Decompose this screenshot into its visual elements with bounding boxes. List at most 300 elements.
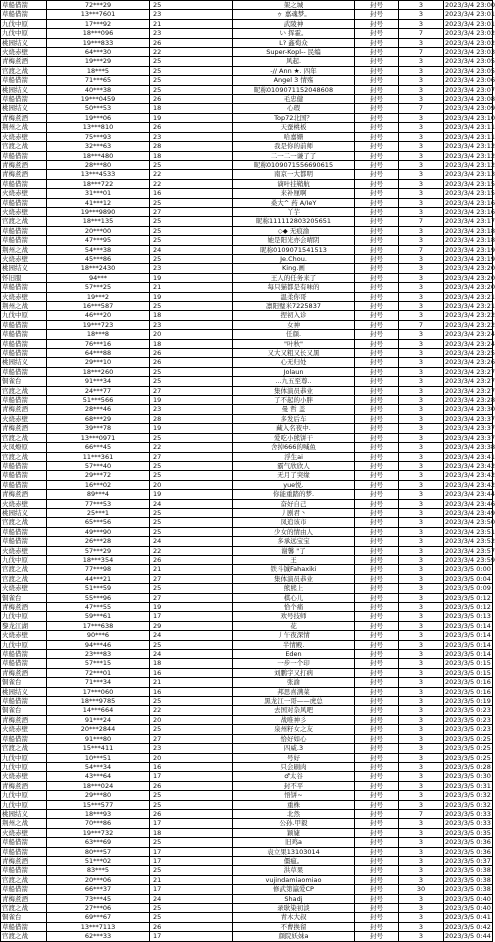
account-cell: 26***28 — [47, 537, 150, 546]
level-cell: 19 — [150, 273, 233, 282]
time-cell: 2023/3/5 0:31 — [445, 781, 491, 790]
table-row — [1, 828, 493, 837]
days-cell: 3 — [399, 659, 444, 668]
level-cell: 25 — [150, 433, 233, 442]
days-cell: 3 — [399, 95, 444, 104]
nickname-cell: 心瑕 — [233, 104, 355, 113]
table-row — [1, 744, 493, 753]
server-cell: 桃园结义 — [1, 85, 47, 94]
table-row — [1, 546, 493, 555]
level-cell: 22 — [150, 443, 233, 452]
server-cell: 青梅煮酒 — [1, 894, 47, 903]
level-cell: 25 — [150, 791, 233, 800]
days-cell: 3 — [399, 753, 444, 762]
days-cell: 7 — [399, 320, 444, 329]
level-cell: 26 — [150, 922, 233, 931]
days-cell: 3 — [399, 292, 444, 301]
nickname-cell: 青木大叔 — [233, 913, 355, 922]
time-cell: 2023/3/4 23:24 — [445, 339, 495, 348]
level-cell: 29 — [150, 621, 233, 630]
level-cell: 25 — [150, 236, 233, 245]
nickname-cell: 四威.3 — [233, 744, 355, 753]
action-cell: 封号 — [355, 565, 399, 574]
days-cell: 3 — [399, 254, 444, 263]
level-cell: 26 — [150, 781, 233, 790]
level-cell: 21 — [150, 678, 233, 687]
account-cell: 28***46 — [47, 405, 150, 414]
action-cell: 封号 — [355, 697, 399, 706]
days-cell: 3 — [399, 762, 444, 771]
days-cell: 3 — [399, 198, 444, 207]
level-cell: 25 — [150, 254, 233, 263]
nickname-cell: 公孙.甲毅 — [233, 819, 355, 828]
nickname-cell: King.画 — [233, 264, 355, 273]
level-cell: 16 — [150, 762, 233, 771]
action-cell: 封号 — [355, 189, 399, 198]
time-cell: 2023/3/5 0:14 — [445, 621, 491, 630]
account-cell: 13***4533 — [47, 170, 150, 179]
nickname-cell: 录耿染初淡 — [233, 904, 355, 913]
table-row — [1, 264, 493, 273]
level-cell: 27 — [150, 386, 233, 395]
days-cell: 3 — [399, 490, 444, 499]
account-cell: 75***93 — [47, 132, 150, 141]
action-cell: 封号 — [355, 330, 399, 339]
days-cell: 3 — [399, 744, 444, 753]
table-row — [1, 913, 493, 922]
action-cell: 封号 — [355, 546, 399, 555]
time-cell: 2023/3/4 23:38 — [445, 443, 495, 452]
level-cell: 21 — [150, 565, 233, 574]
table-row — [1, 76, 493, 85]
time-cell: 2023/3/4 23:17 — [445, 217, 495, 226]
action-cell: 封号 — [355, 574, 399, 583]
table-row — [1, 640, 493, 649]
server-cell: 青梅煮酒 — [1, 113, 47, 122]
level-cell: 26 — [150, 809, 233, 818]
account-cell: 15***411 — [47, 744, 150, 753]
days-cell: 3 — [399, 734, 444, 743]
level-cell: 18 — [150, 828, 233, 837]
action-cell: 封号 — [355, 819, 399, 828]
table-row — [1, 772, 493, 781]
server-cell: 草船借箭 — [1, 650, 47, 659]
nickname-cell: 凤追该市 — [233, 518, 355, 527]
action-cell: 封号 — [355, 913, 399, 922]
level-cell: 23 — [150, 264, 233, 273]
account-cell: 59***61 — [47, 612, 150, 621]
nickname-cell: 藏入名夜中. — [233, 424, 355, 433]
days-cell: 3 — [399, 537, 444, 546]
server-cell: 铜雀台 — [1, 377, 47, 386]
account-cell: 17***060 — [47, 687, 150, 696]
table-row — [1, 659, 493, 668]
server-cell: 草船借箭 — [1, 537, 47, 546]
time-cell: 2023/3/5 0:25 — [445, 753, 491, 762]
action-cell: 封号 — [355, 838, 399, 847]
table-row — [1, 95, 493, 104]
account-cell: 51***59 — [47, 584, 150, 593]
server-cell: 草船借箭 — [1, 659, 47, 668]
time-cell: 2023/3/5 0:16 — [445, 678, 491, 687]
account-cell: 20***2844 — [47, 725, 150, 734]
action-cell: 封号 — [355, 593, 399, 602]
action-cell: 封号 — [355, 781, 399, 790]
action-cell: 封号 — [355, 151, 399, 160]
action-cell: 封号 — [355, 894, 399, 903]
server-cell: 桃园结义 — [1, 687, 47, 696]
level-cell: 19 — [150, 396, 233, 405]
action-cell: 封号 — [355, 537, 399, 546]
nickname-cell: 邦思喜满菜 — [233, 687, 355, 696]
nickname-cell: 泉州籽女之友 — [233, 725, 355, 734]
time-cell: 2023/3/4 23:42 — [445, 461, 495, 470]
account-cell: 63***69 — [47, 838, 150, 847]
time-cell: 2023/3/5 0:14 — [445, 631, 491, 640]
table-row — [1, 10, 493, 19]
level-cell: 25 — [150, 57, 233, 66]
level-cell: 16 — [150, 189, 233, 198]
days-cell: 3 — [399, 386, 444, 395]
account-cell: 16***587 — [47, 302, 150, 311]
account-cell: 46***20 — [47, 311, 150, 320]
server-cell: 铜雀台 — [1, 593, 47, 602]
level-cell: 20 — [150, 480, 233, 489]
days-cell: 3 — [399, 499, 444, 508]
time-cell: 2023/3/4 23:10 — [445, 113, 495, 122]
nickname-cell: 来补厘啊 — [233, 189, 355, 198]
table-row — [1, 273, 493, 282]
level-cell: 18 — [150, 339, 233, 348]
server-cell: 草船借箭 — [1, 866, 47, 875]
days-cell: 7 — [399, 48, 444, 57]
account-cell: 23***83 — [47, 650, 150, 659]
account-cell: 17***638 — [47, 621, 150, 630]
nickname-cell: ゥ 嘉魂梦。 — [233, 10, 355, 19]
action-cell: 封号 — [355, 377, 399, 386]
time-cell: 2023/3/4 23:37 — [445, 424, 495, 433]
action-cell: 封号 — [355, 113, 399, 122]
action-cell: 封号 — [355, 405, 399, 414]
account-cell: 18***2430 — [47, 264, 150, 273]
days-cell: 3 — [399, 396, 444, 405]
nickname-cell: 昵称111112803205651 — [233, 217, 355, 226]
time-cell: 2023/3/5 0:33 — [445, 809, 491, 818]
server-cell: 草船借箭 — [1, 339, 47, 348]
server-cell: 荆州之战 — [1, 302, 47, 311]
level-cell: 24 — [150, 650, 233, 659]
time-cell: 2023/3/5 0:16 — [445, 687, 491, 696]
action-cell: 封号 — [355, 424, 399, 433]
days-cell: 7 — [399, 245, 444, 254]
action-cell: 封号 — [355, 443, 399, 452]
action-cell: 封号 — [355, 885, 399, 894]
nickname-cell: 黑龙江一哥——虎总 — [233, 697, 355, 706]
level-cell: 17 — [150, 932, 233, 941]
time-cell: 2023/3/4 23:59 — [445, 555, 495, 564]
days-cell: 3 — [399, 621, 444, 630]
account-cell: 18***93 — [47, 809, 150, 818]
days-cell: 3 — [399, 57, 444, 66]
days-cell: 3 — [399, 160, 444, 169]
time-cell: 2023/3/5 0:23 — [445, 706, 491, 715]
days-cell: 3 — [399, 527, 444, 536]
table-row — [1, 687, 493, 696]
table-row — [1, 499, 493, 508]
account-cell: 80***57 — [47, 847, 150, 856]
action-cell: 封号 — [355, 875, 399, 884]
level-cell: 26 — [150, 358, 233, 367]
days-cell: 7 — [399, 809, 444, 818]
table-row — [1, 452, 493, 461]
server-cell: 草船借箭 — [1, 461, 47, 470]
table-row — [1, 885, 493, 894]
days-cell: 3 — [399, 443, 444, 452]
account-cell: 29***80 — [47, 791, 150, 800]
account-cell: 77***98 — [47, 565, 150, 574]
days-cell: 3 — [399, 725, 444, 734]
time-cell: 2023/3/4 23:03 — [445, 48, 495, 57]
server-cell: 草船借箭 — [1, 734, 47, 743]
days-cell: 3 — [399, 687, 444, 696]
table-row — [1, 66, 493, 75]
time-cell: 2023/3/5 0:33 — [445, 819, 491, 828]
time-cell: 2023/3/4 23:50 — [445, 518, 495, 527]
table-row — [1, 443, 493, 452]
account-cell: 51***566 — [47, 396, 150, 405]
server-cell: 青梅煮酒 — [1, 603, 47, 612]
nickname-cell: "叶秋" — [233, 339, 355, 348]
table-row — [1, 612, 493, 621]
action-cell: 封号 — [355, 659, 399, 668]
days-cell: 3 — [399, 894, 444, 903]
table-row — [1, 302, 493, 311]
level-cell: 25 — [150, 866, 233, 875]
nickname-cell: 谢馨 "了 — [233, 546, 355, 555]
days-cell: 3 — [399, 236, 444, 245]
nickname-cell: 又大又粗又长又黑 — [233, 349, 355, 358]
action-cell: 封号 — [355, 76, 399, 85]
account-cell: 57***15 — [47, 659, 150, 668]
table-row — [1, 555, 493, 564]
action-cell: 封号 — [355, 48, 399, 57]
account-cell: 31***01 — [47, 189, 150, 198]
time-cell: 2023/3/4 23:05 — [445, 66, 495, 75]
account-cell: 47***55 — [47, 603, 150, 612]
server-cell: 桃园结义 — [1, 508, 47, 517]
time-cell: 2023/3/4 23:49 — [445, 508, 495, 517]
account-cell: 62***33 — [47, 932, 150, 941]
time-cell: 2023/3/4 23:06 — [445, 76, 495, 85]
action-cell: 封号 — [355, 856, 399, 865]
time-cell: 2023/3/4 23:02 — [445, 38, 495, 47]
table-row — [1, 603, 493, 612]
table-row — [1, 424, 493, 433]
nickname-cell: 封不平 — [233, 781, 355, 790]
action-cell: 封号 — [355, 95, 399, 104]
nickname-cell: 悟饼~ — [233, 791, 355, 800]
table-row — [1, 207, 493, 216]
server-cell: 青梅煮酒 — [1, 668, 47, 677]
table-row — [1, 480, 493, 489]
action-cell: 封号 — [355, 236, 399, 245]
level-cell: 22 — [150, 706, 233, 715]
days-cell: 3 — [399, 612, 444, 621]
time-cell: 2023/3/5 0:12 — [445, 593, 491, 602]
action-cell: 封号 — [355, 932, 399, 941]
days-cell: 3 — [399, 800, 444, 809]
action-cell: 封号 — [355, 612, 399, 621]
action-cell: 封号 — [355, 490, 399, 499]
nickname-cell: ◇◆ 无痕渝 — [233, 226, 355, 235]
days-cell: 3 — [399, 170, 444, 179]
level-cell: 18 — [150, 104, 233, 113]
days-cell: 3 — [399, 330, 444, 339]
level-cell: 25 — [150, 85, 233, 94]
nickname-cell: 奋好自己 — [233, 499, 355, 508]
table-row — [1, 123, 493, 132]
days-cell: 3 — [399, 38, 444, 47]
action-cell: 封号 — [355, 226, 399, 235]
account-cell: 45***86 — [47, 254, 150, 263]
days-cell: 3 — [399, 781, 444, 790]
time-cell: 2023/3/5 0:04 — [445, 574, 491, 583]
server-cell: 九伐中原 — [1, 753, 47, 762]
time-cell: 2023/3/4 23:27 — [445, 386, 495, 395]
account-cell: 39***78 — [47, 424, 150, 433]
time-cell: 2023/3/4 23:24 — [445, 330, 495, 339]
account-cell: 54***38 — [47, 245, 150, 254]
level-cell: 25 — [150, 584, 233, 593]
time-cell: 2023/3/4 23:22 — [445, 320, 495, 329]
action-cell: 封号 — [355, 527, 399, 536]
table-row — [1, 847, 493, 856]
account-cell: 64***30 — [47, 48, 150, 57]
account-cell: 19***29 — [47, 57, 150, 66]
days-cell: 3 — [399, 142, 444, 151]
account-cell: 20***06 — [47, 875, 150, 884]
server-cell: 草船借箭 — [1, 151, 47, 160]
table-row — [1, 48, 493, 57]
action-cell: 封号 — [355, 744, 399, 753]
account-cell: 70***86 — [47, 819, 150, 828]
nickname-cell: 凛阳璧米7225837 — [233, 302, 355, 311]
account-cell: 29***10 — [47, 358, 150, 367]
level-cell: 25 — [150, 518, 233, 527]
server-cell: 官渡之战 — [1, 565, 47, 574]
level-cell: 17 — [150, 885, 233, 894]
server-cell: 官渡之战 — [1, 932, 47, 941]
action-cell: 封号 — [355, 461, 399, 470]
days-cell: 3 — [399, 922, 444, 931]
time-cell: 2023/3/5 0:28 — [445, 762, 491, 771]
days-cell: 3 — [399, 546, 444, 555]
days-cell: 3 — [399, 358, 444, 367]
table-row — [1, 621, 493, 630]
account-cell: 47***95 — [47, 236, 150, 245]
level-cell: 20 — [150, 753, 233, 762]
days-cell: 3 — [399, 668, 444, 677]
nickname-cell: 你能重踏的梦. — [233, 490, 355, 499]
time-cell: 2023/3/5 0:38 — [445, 885, 491, 894]
action-cell: 封号 — [355, 273, 399, 282]
action-cell: 封号 — [355, 254, 399, 263]
nickname-cell: Shadj — [233, 894, 355, 903]
time-cell: 2023/3/4 23:09 — [445, 104, 495, 113]
action-cell: 封号 — [355, 433, 399, 442]
account-cell: 18***096 — [47, 29, 150, 38]
account-cell: 18***8 — [47, 330, 150, 339]
action-cell: 封号 — [355, 38, 399, 47]
days-cell: 3 — [399, 471, 444, 480]
days-cell: 3 — [399, 132, 444, 141]
days-cell: 3 — [399, 772, 444, 781]
server-cell: 九伐中原 — [1, 800, 47, 809]
server-cell: 草船借箭 — [1, 320, 47, 329]
level-cell: 24 — [150, 894, 233, 903]
account-cell: 55***96 — [47, 593, 150, 602]
action-cell: 封号 — [355, 170, 399, 179]
days-cell: 3 — [399, 10, 444, 19]
server-cell: 九伐中原 — [1, 612, 47, 621]
time-cell: 2023/3/4 23:12 — [445, 151, 495, 160]
nickname-cell: 曼 哲 盖 — [233, 405, 355, 414]
days-cell: 3 — [399, 875, 444, 884]
server-cell: 官渡之战 — [1, 875, 47, 884]
server-cell: 草船借箭 — [1, 396, 47, 405]
level-cell: 25 — [150, 160, 233, 169]
account-cell: 54***34 — [47, 762, 150, 771]
level-cell: 25 — [150, 367, 233, 376]
days-cell: 3 — [399, 19, 444, 28]
server-cell: 铜雀台 — [1, 678, 47, 687]
days-cell: 3 — [399, 856, 444, 865]
nickname-cell: ...九五至尊.. — [233, 377, 355, 386]
action-cell: 封号 — [355, 715, 399, 724]
days-cell: 3 — [399, 603, 444, 612]
time-cell: 2023/3/4 23:20 — [445, 273, 495, 282]
action-cell: 封号 — [355, 452, 399, 461]
server-cell: 官渡之战 — [1, 433, 47, 442]
time-cell: 2023/3/5 0:36 — [445, 847, 491, 856]
table-row — [1, 791, 493, 800]
nickname-cell: 哈嘉姗 — [233, 132, 355, 141]
server-cell: 火烧赤壁 — [1, 631, 47, 640]
level-cell: 25 — [150, 302, 233, 311]
action-cell: 封号 — [355, 292, 399, 301]
level-cell: 27 — [150, 593, 233, 602]
level-cell: 20 — [150, 330, 233, 339]
time-cell: 2023/3/5 0:42 — [445, 922, 491, 931]
level-cell: 27 — [150, 574, 233, 583]
time-cell: 2023/3/5 0:09 — [445, 584, 491, 593]
days-cell: 3 — [399, 518, 444, 527]
level-cell: 17 — [150, 772, 233, 781]
level-cell: 18 — [150, 659, 233, 668]
account-cell: 83***5 — [47, 866, 150, 875]
nickname-cell: 旧鸡a — [233, 838, 355, 847]
table-row — [1, 113, 493, 122]
table-row — [1, 189, 493, 198]
days-cell: 3 — [399, 461, 444, 470]
account-cell: 49***90 — [47, 527, 150, 536]
nickname-cell: 捏初入诊 — [233, 311, 355, 320]
days-cell: 3 — [399, 311, 444, 320]
days-cell: 3 — [399, 1, 444, 10]
action-cell: 封号 — [355, 104, 399, 113]
level-cell: 17 — [150, 819, 233, 828]
server-cell: 桃园结义 — [1, 104, 47, 113]
